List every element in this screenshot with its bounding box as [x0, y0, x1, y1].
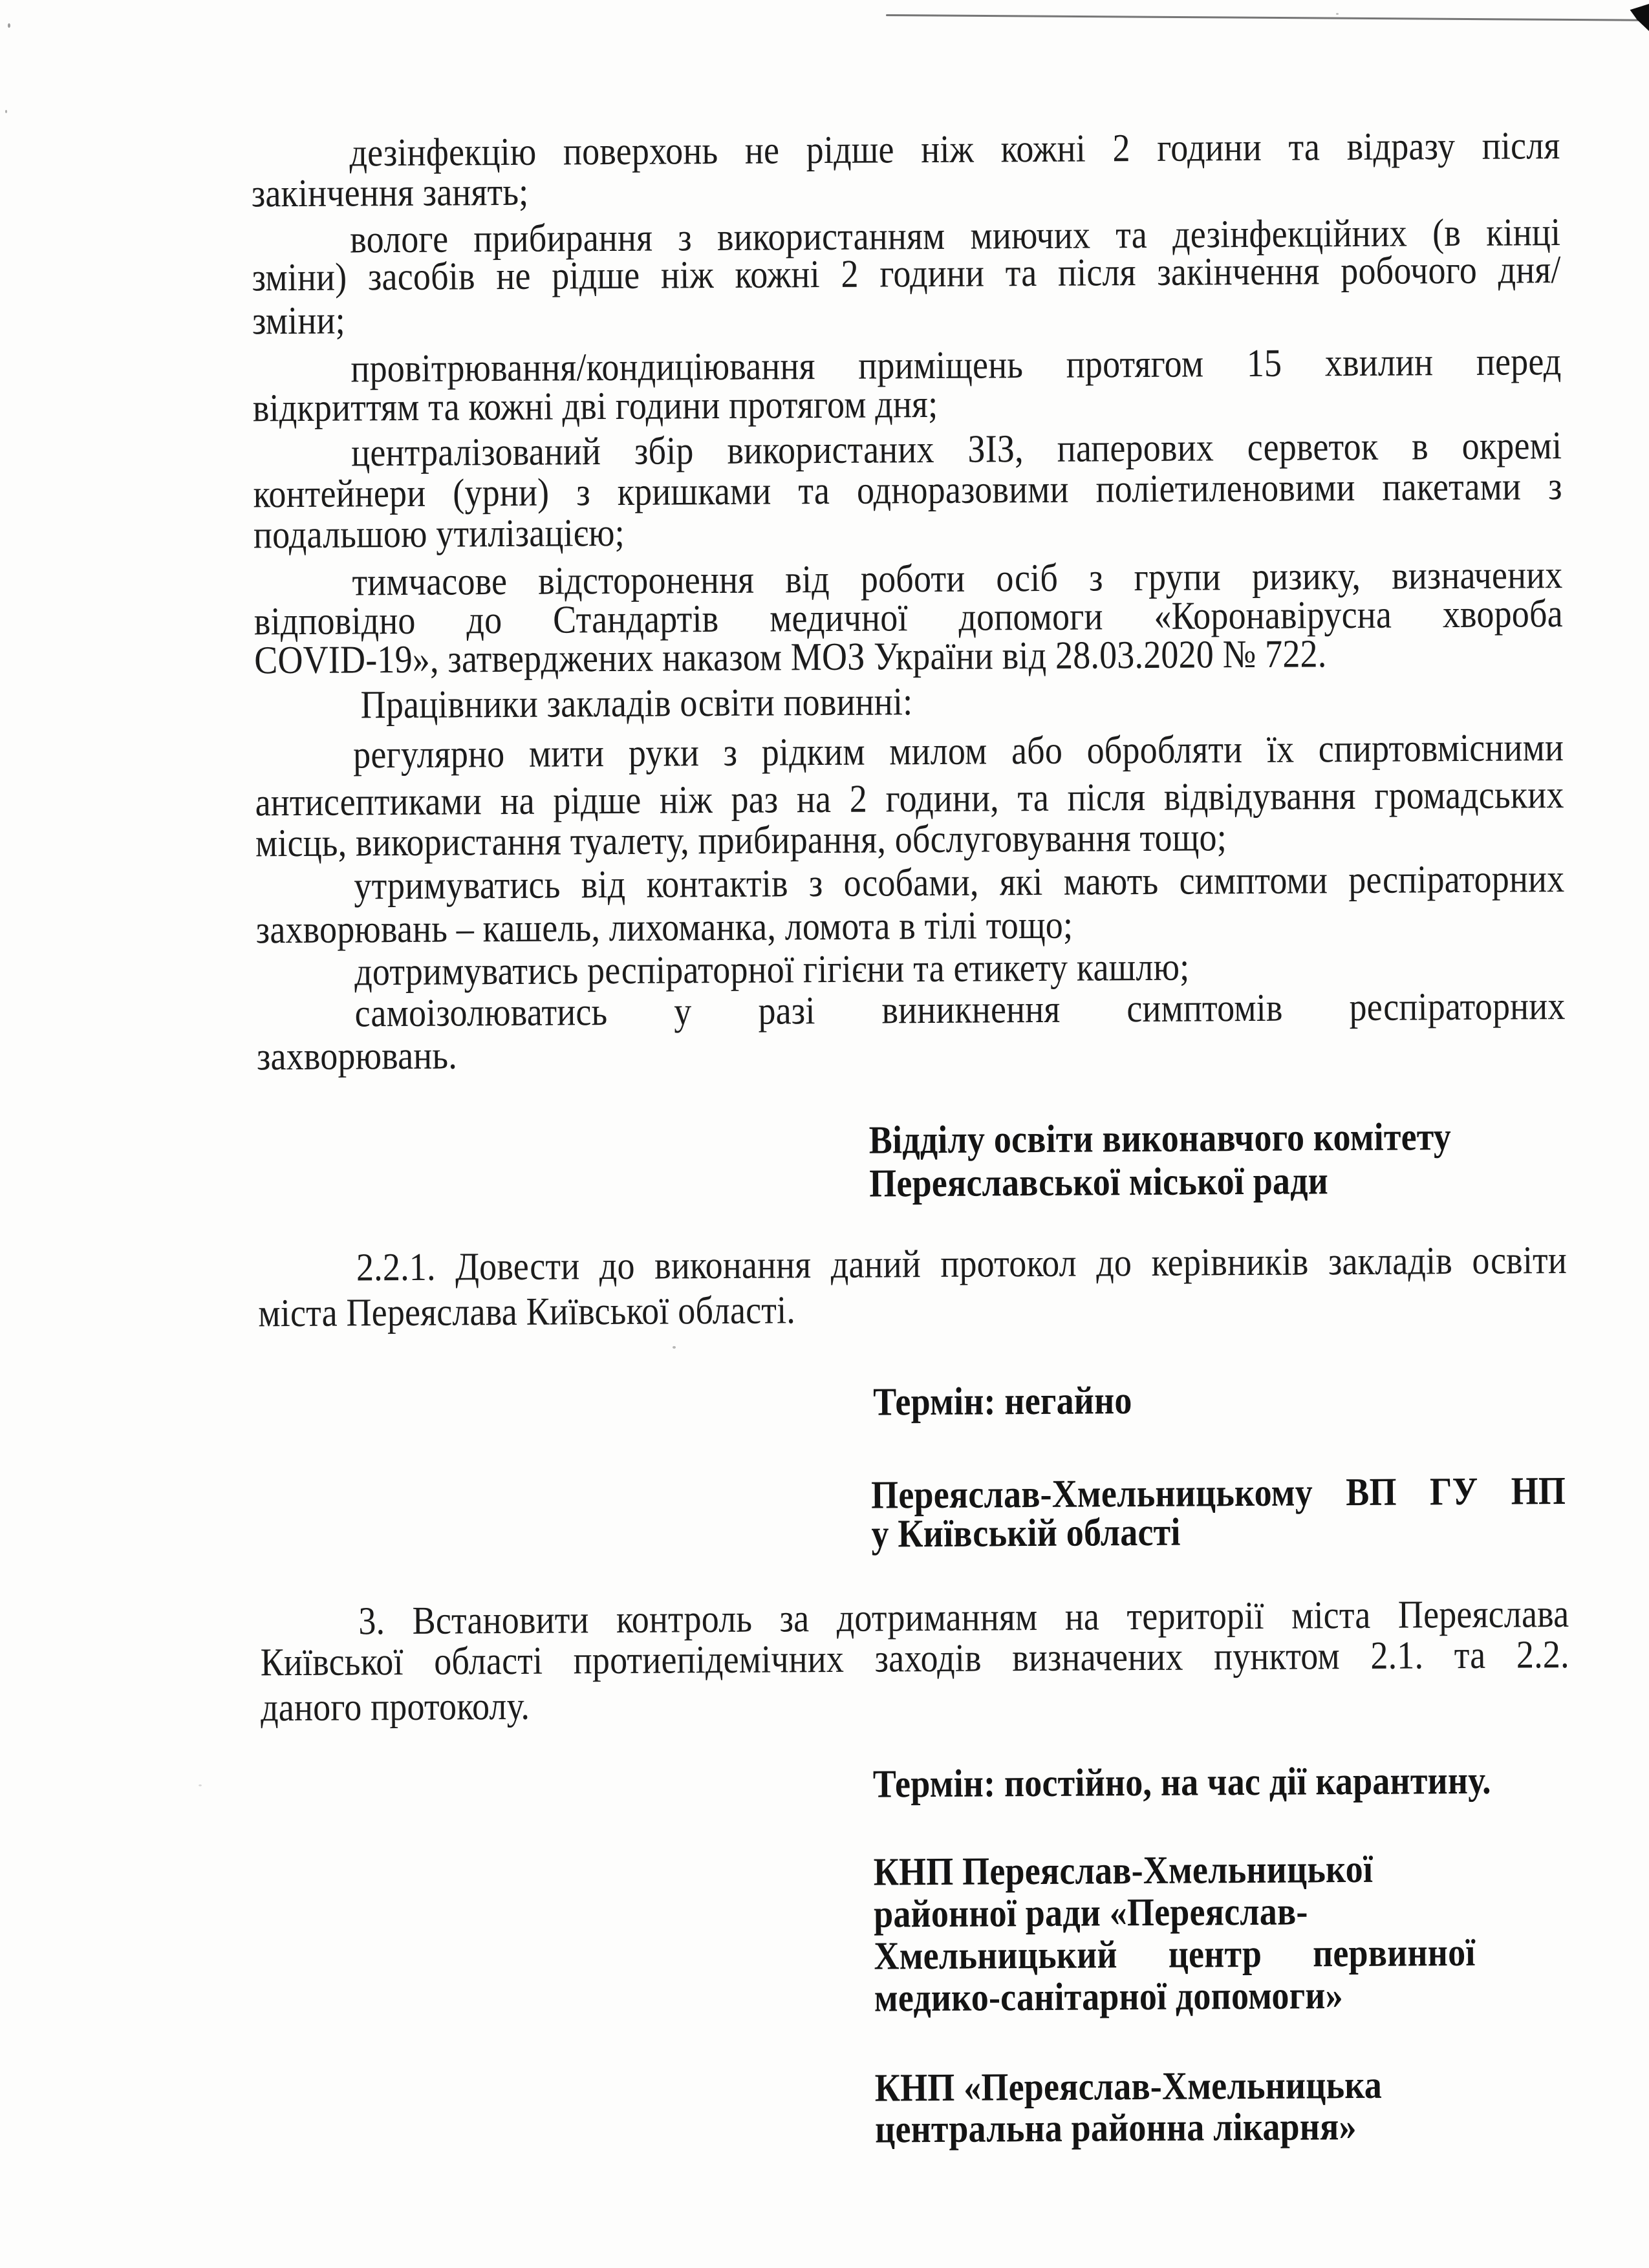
body-line: подальшою утилізацією; — [253, 510, 625, 557]
body-line: 2.2.1. Довести до виконання даний протокол до керівників закладів освіти — [356, 1237, 1568, 1290]
body-line: даного протоколу. — [260, 1684, 530, 1729]
heading-phc-line-3: Хмельницький центр первинної — [874, 1930, 1476, 1978]
body-line: міста Переяслава Київської області. — [258, 1288, 796, 1335]
heading-education-department-line-1: Відділу освіти виконавчого комітету — [868, 1114, 1452, 1162]
body-line: контейнери (урни) з кришками та одноразовими поліетиленовими пакетами з — [253, 464, 1562, 516]
heading-police-line-2: у Київській області — [871, 1510, 1181, 1556]
body-line: зміни) засобів не рідше ніж кожні 2 години та після закінчення робочого дня/ — [252, 247, 1561, 299]
body-line: місць, використання туалету, прибирання, обслуговування тощо; — [255, 815, 1227, 865]
body-line: 3. Встановити контроль за дотриманням на території міста Переяслава — [358, 1591, 1569, 1643]
body-line: провітрювання/кондиціювання приміщень протягом 15 хвилин перед — [350, 339, 1562, 391]
body-line: утримуватись від контактів з особами, які мають симптоми респіраторних — [354, 856, 1565, 908]
body-line: регулярно мити руки з рідким милом або обробляти їх спиртовмісними — [352, 725, 1564, 777]
body-line: самоізолюватись у разі виникнення симптомів респіраторних — [354, 983, 1566, 1036]
body-line: централізований збір використаних ЗІЗ, паперових серветок в окремі — [351, 423, 1562, 475]
body-line: дезінфекцію поверхонь не рідше ніж кожні 2 години та відразу після — [349, 123, 1560, 175]
body-line: закінчення занять; — [251, 169, 529, 215]
heading-term-quarantine: Термін: постійно, на час дії карантину. — [872, 1758, 1491, 1806]
body-line: дотримуватись респіраторної гігієни та етикету кашлю; — [354, 945, 1190, 994]
heading-hospital-line-1: КНП «Переяслав-Хмельницька — [874, 2062, 1383, 2110]
heading-police-line-1: Переяслав-Хмельницькому ВП ГУ НП — [870, 1468, 1566, 1517]
body-line: захворювань. — [256, 1033, 458, 1078]
body-line: вологе прибирання з використанням миючих та дезінфекційних (в кінці — [350, 209, 1561, 262]
heading-phc-line-1: КНП Переяслав-Хмельницької — [873, 1846, 1374, 1894]
body-line: антисептиками на рідше ніж раз на 2 години, та після відвідування громадських — [255, 772, 1564, 824]
body-line: Працівники закладів освіти повинні: — [360, 679, 913, 727]
heading-education-department-line-2: Переяславської міської ради — [868, 1159, 1329, 1206]
body-line: відкриттям та кожні дві години протягом дня; — [252, 381, 938, 430]
body-line: тимчасове відсторонення від роботи осіб з групи ризику, визначених — [352, 552, 1563, 604]
body-line: захворювань – кашель, лихоманка, ломота в тілі тощо; — [255, 903, 1073, 952]
body-line: COVID-19», затверджених наказом МОЗ України від 28.03.2020 № 722. — [254, 632, 1327, 682]
body-line: Київської області протиепідемічних заходів визначених пунктом 2.1. та 2.2. — [260, 1632, 1569, 1684]
body-line: відповідно до Стандартів медичної допомоги «Коронавірусна хвороба — [253, 591, 1564, 643]
heading-hospital-line-2: центральна районна лікарня» — [874, 2104, 1357, 2152]
heading-term-immediate: Термін: негайно — [873, 1378, 1132, 1424]
heading-phc-line-2: районної ради «Переяслав- — [873, 1889, 1308, 1936]
body-line: зміни; — [252, 298, 345, 343]
heading-phc-line-4: медико-санітарної допомоги» — [874, 1973, 1344, 2020]
